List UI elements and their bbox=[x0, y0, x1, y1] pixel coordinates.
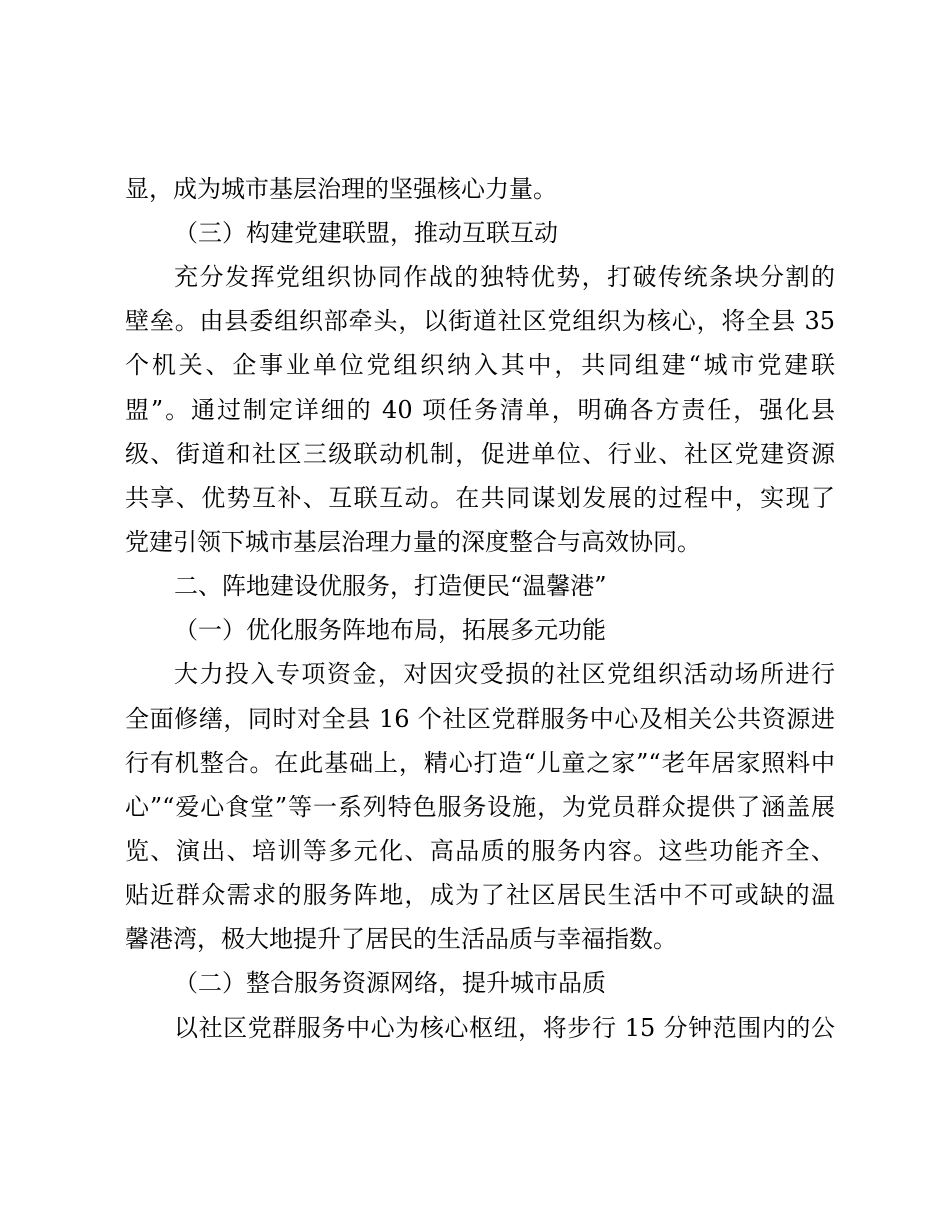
paragraph-line: 全面修缮，同时对全县 16 个社区党群服务中心及相关公共资源进 bbox=[125, 705, 835, 733]
paragraph-line: 心”“爱心食堂”等一系列特色服务设施，为党员群众提供了涵盖展 bbox=[125, 793, 835, 821]
paragraph-line: 贴近群众需求的服务阵地，成为了社区居民生活中不可或缺的温 bbox=[125, 881, 835, 909]
paragraph-line: 以社区党群服务中心为核心枢纽，将步行 15 分钟范围内的公 bbox=[174, 1014, 835, 1042]
paragraph-line: 壁垒。由县委组织部牵头，以街道社区党组织为核心，将全县 35 bbox=[125, 307, 835, 335]
paragraph-line: 级、街道和社区三级联动机制，促进单位、行业、社区党建资源 bbox=[125, 440, 835, 468]
paragraph-line: 共享、优势互补、互联互动。在共同谋划发展的过程中，实现了 bbox=[125, 484, 835, 512]
paragraph-line: 党建引领下城市基层治理力量的深度整合与高效协同。 bbox=[125, 528, 701, 556]
section-heading-2: （二）整合服务资源网络，提升城市品质 bbox=[174, 969, 606, 997]
paragraph-line: 盟”。通过制定详细的 40 项任务清单，明确各方责任，强化县 bbox=[125, 396, 835, 424]
paragraph-line: 行有机整合。在此基础上，精心打造“儿童之家”“老年居家照料中 bbox=[125, 749, 835, 777]
chapter-heading-2: 二、阵地建设优服务，打造便民“温馨港” bbox=[174, 572, 607, 600]
paragraph-line: 显，成为城市基层治理的坚强核心力量。 bbox=[125, 175, 557, 203]
paragraph-line: 充分发挥党组织协同作战的独特优势，打破传统条块分割的 bbox=[174, 263, 835, 291]
paragraph-line: 馨港湾，极大地提升了居民的生活品质与幸福指数。 bbox=[125, 925, 677, 953]
paragraph-line: 大力投入专项资金，对因灾受损的社区党组织活动场所进行 bbox=[174, 660, 835, 688]
paragraph-line: 个机关、企事业单位党组织纳入其中，共同组建“城市党建联 bbox=[125, 351, 835, 379]
section-heading-3: （三）构建党建联盟，推动互联互动 bbox=[174, 219, 558, 247]
section-heading-1: （一）优化服务阵地布局，拓展多元功能 bbox=[174, 616, 606, 644]
paragraph-line: 览、演出、培训等多元化、高品质的服务内容。这些功能齐全、 bbox=[125, 837, 835, 865]
